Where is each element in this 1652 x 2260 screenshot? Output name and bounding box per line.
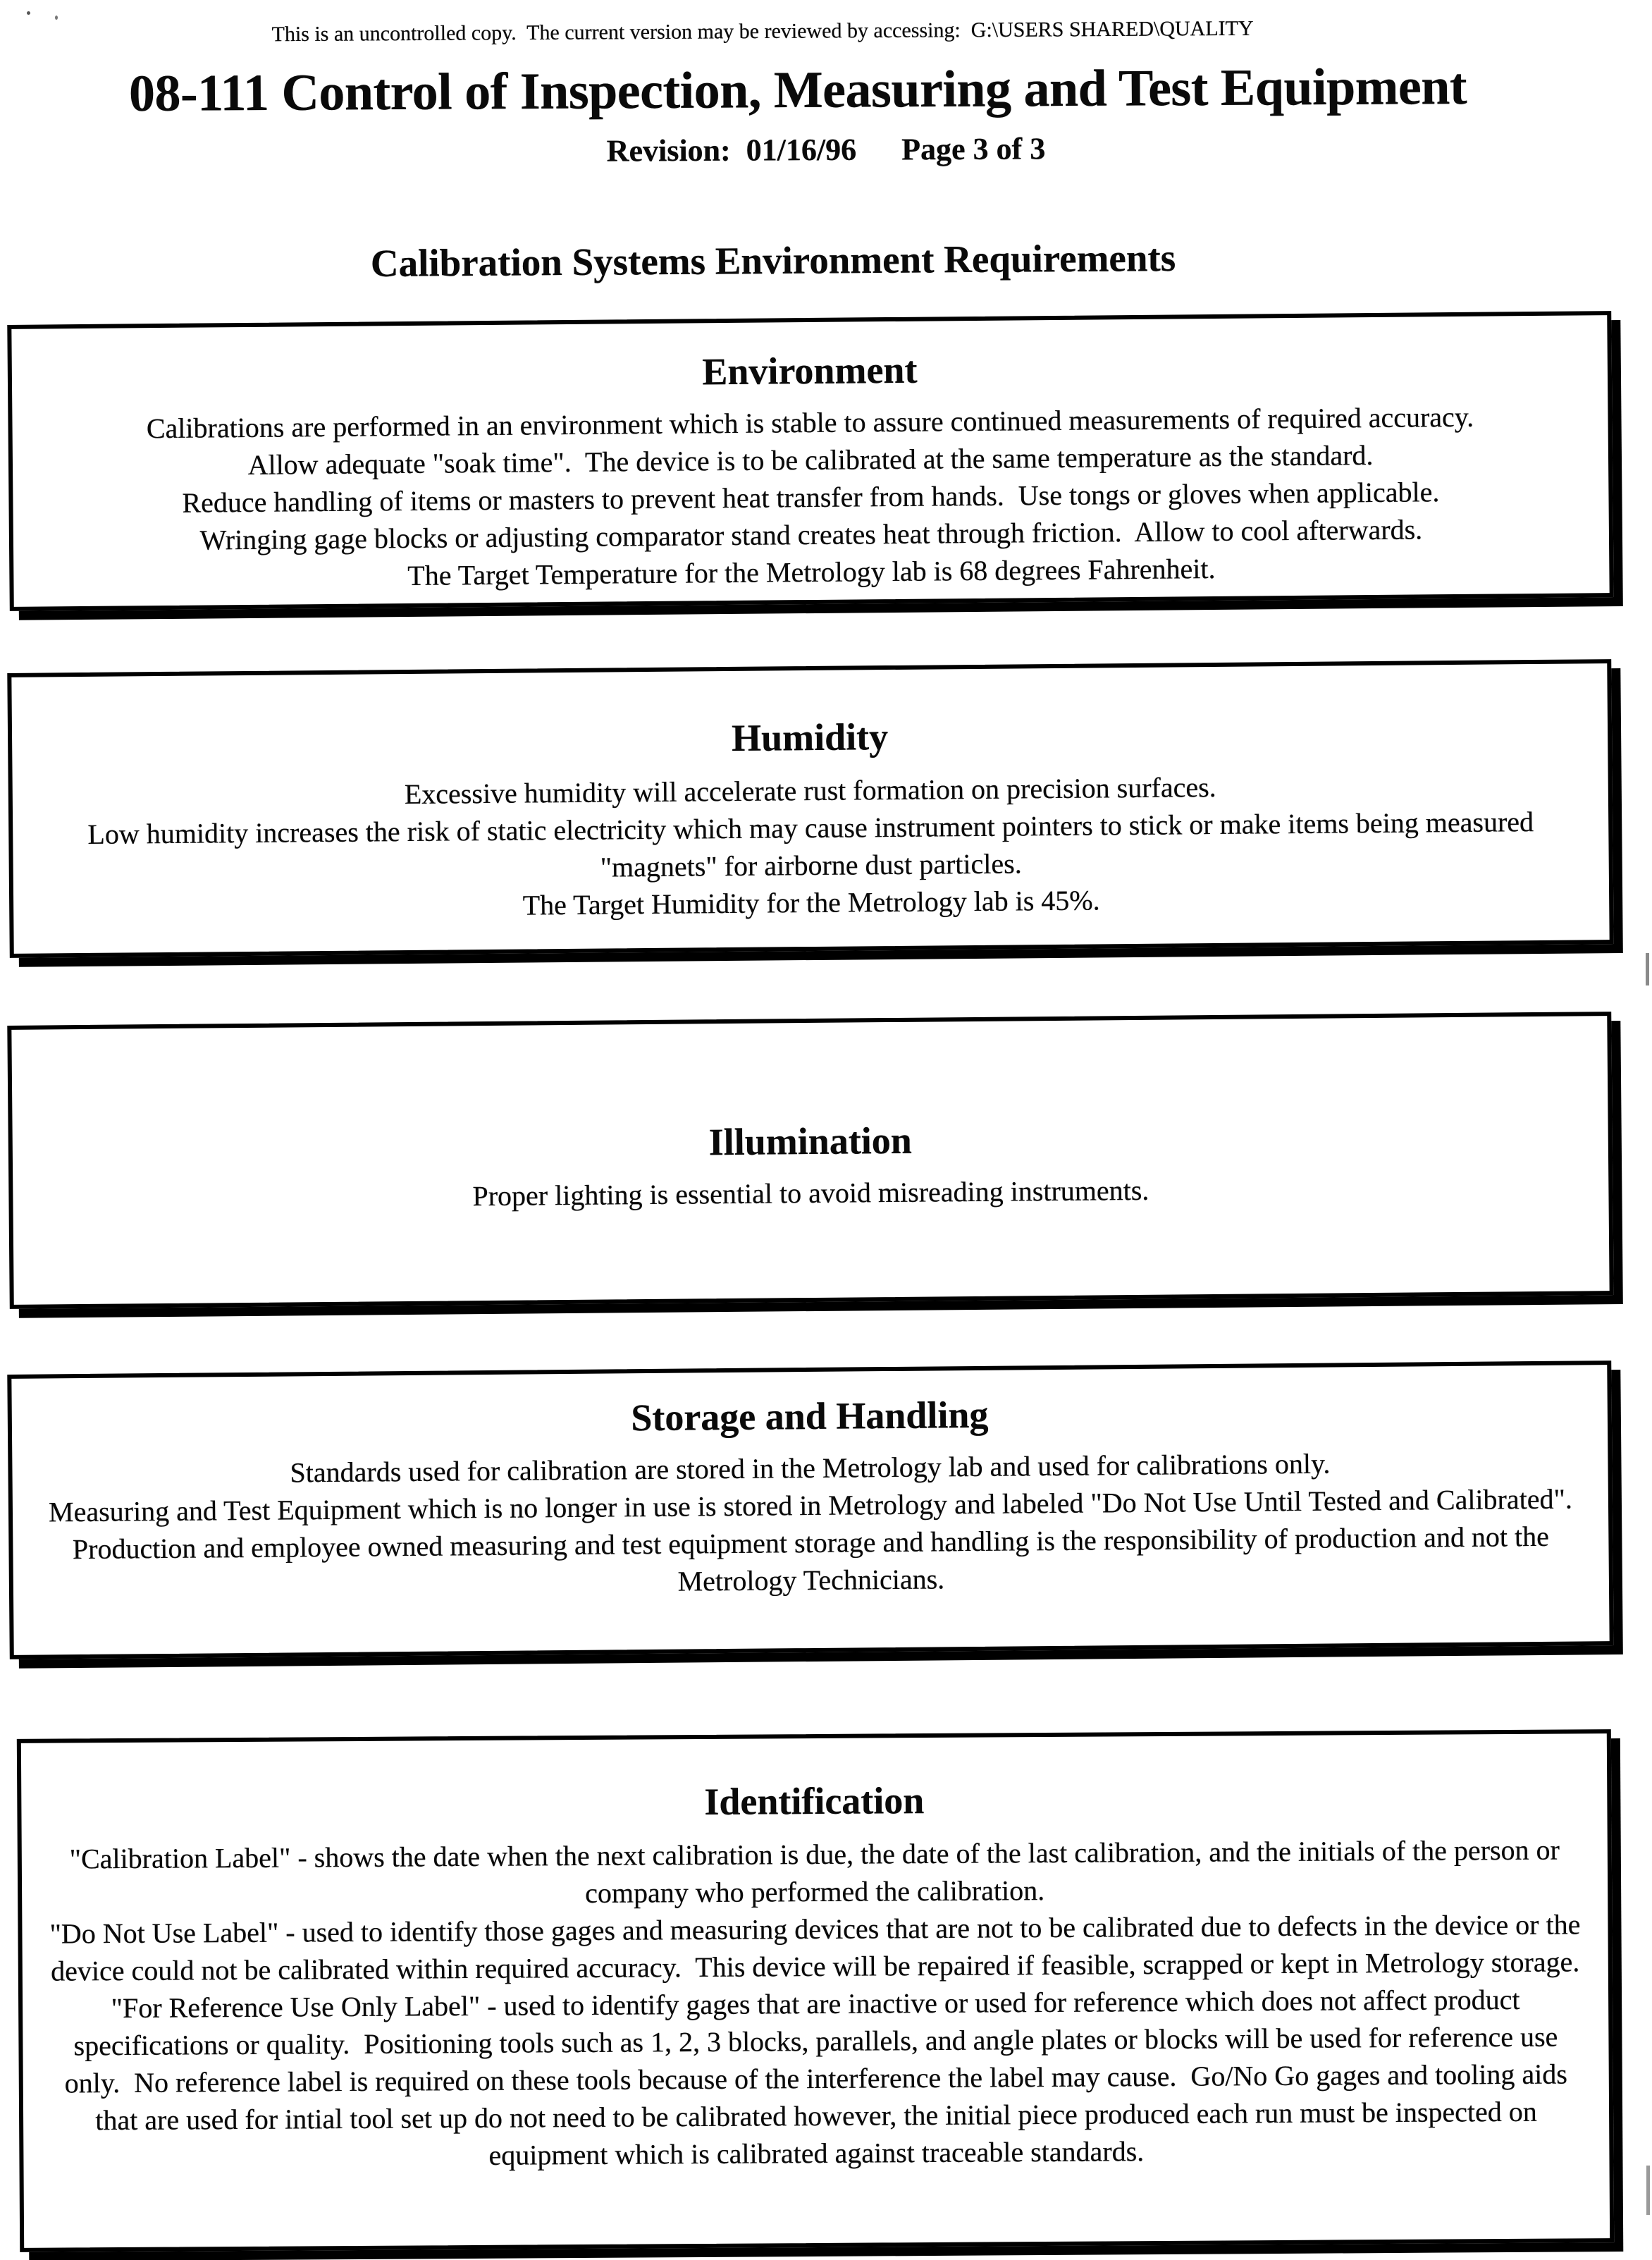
paragraph: Excessive humidity will accelerate rust formation on precision surfaces.: [404, 770, 1216, 811]
paragraph: Wringing gage blocks or adjusting comparator stand creates heat through friction. Allow to cool afterwards.: [199, 513, 1423, 556]
paragraph: Reduce handling of items or masters to prevent heat transfer from hands. Use tongs or gloves when applicable.: [182, 476, 1440, 519]
section-title-illumination: Illumination: [708, 1119, 913, 1164]
paragraph: Allow adequate "soak time". The device is to be calibrated at the same temperature as the standard.: [247, 439, 1374, 481]
page-number-label: Page 3 of 3: [901, 131, 1046, 167]
paragraph: Low humidity increases the risk of static electricity which may cause instrument pointers to stick or make items being measured "magnets" for airborne dust particles.: [87, 805, 1541, 883]
revision-line: [0, 126, 1652, 174]
paragraph: "Do Not Use Label" - used to identify those gages and measuring devices that are not to be calibrated due to defects in the device or the device could not be calibrated within required accuracy. This device will be repaired if feasible, scrapped or kept in Metrology storage.: [49, 1908, 1588, 1987]
section-title-storage-and-handling: Storage and Handling: [631, 1393, 989, 1439]
revision-label: Revision: 01/16/96: [606, 132, 857, 168]
paragraph: The Target Humidity for the Metrology lab is 45%.: [522, 884, 1100, 921]
paragraph: "Calibration Label" - shows the date when the next calibration is due, the date of the last calibration, and the initials of the person or company who performed the calibration.: [69, 1834, 1567, 1909]
paragraph: Measuring and Test Equipment which is no longer in use is stored in Metrology and labeled "Do Not Use Until Tested and Calibrated".: [48, 1482, 1573, 1528]
section-box-environment: [7, 311, 1613, 611]
section-box-humidity: [7, 659, 1613, 958]
document-title: 08-111 Control of Inspection, Measuring and Test Equipment: [128, 58, 1467, 123]
section-box-illumination: [7, 1012, 1613, 1309]
section-box-storage-and-handling: [7, 1361, 1613, 1659]
paragraph: The Target Temperature for the Metrology lab is 68 degrees Fahrenheit.: [407, 552, 1216, 591]
section-title-environment: Environment: [702, 348, 918, 393]
paragraph: Production and employee owned measuring and test equipment storage and handling is the responsibility of production and not the Metrology Technicians.: [72, 1520, 1557, 1597]
paragraph: "For Reference Use Only Label" - used to identify gages that are inactive or used for reference which does not affect product specifications or quality. Positioning tools such as 1, 2, 3 blocks, parallels, and angle plates or blocks will be used for reference use only. No reference label is required on these tools because of the interference the label may cause. Go/No Go gages and tooling aids that are used for intial tool set up do not need to be calibrated however, the initial piece produced each run must be inspected on equipment which is calibrated against traceable standards.: [64, 1983, 1574, 2171]
document-subtitle: Calibration Systems Environment Requirements: [370, 236, 1176, 285]
scan-artifact: [1646, 953, 1649, 985]
uncontrolled-copy-disclaimer: This is an uncontrolled copy. The current version may be reviewed by accessing: G:\USERS SHARED\QUALITY: [271, 16, 1254, 47]
paragraph: Proper lighting is essential to avoid misreading instruments.: [472, 1174, 1149, 1212]
paragraph: Standards used for calibration are stored in the Metrology lab and used for calibrations only.: [290, 1447, 1331, 1489]
section-title-identification: Identification: [704, 1779, 925, 1823]
section-box-identification: [17, 1729, 1614, 2252]
section-title-humidity: Humidity: [731, 716, 889, 759]
scan-artifact: [1646, 2166, 1650, 2215]
paragraph: Calibrations are performed in an environment which is stable to assure continued measurements of required accuracy.: [146, 400, 1474, 445]
